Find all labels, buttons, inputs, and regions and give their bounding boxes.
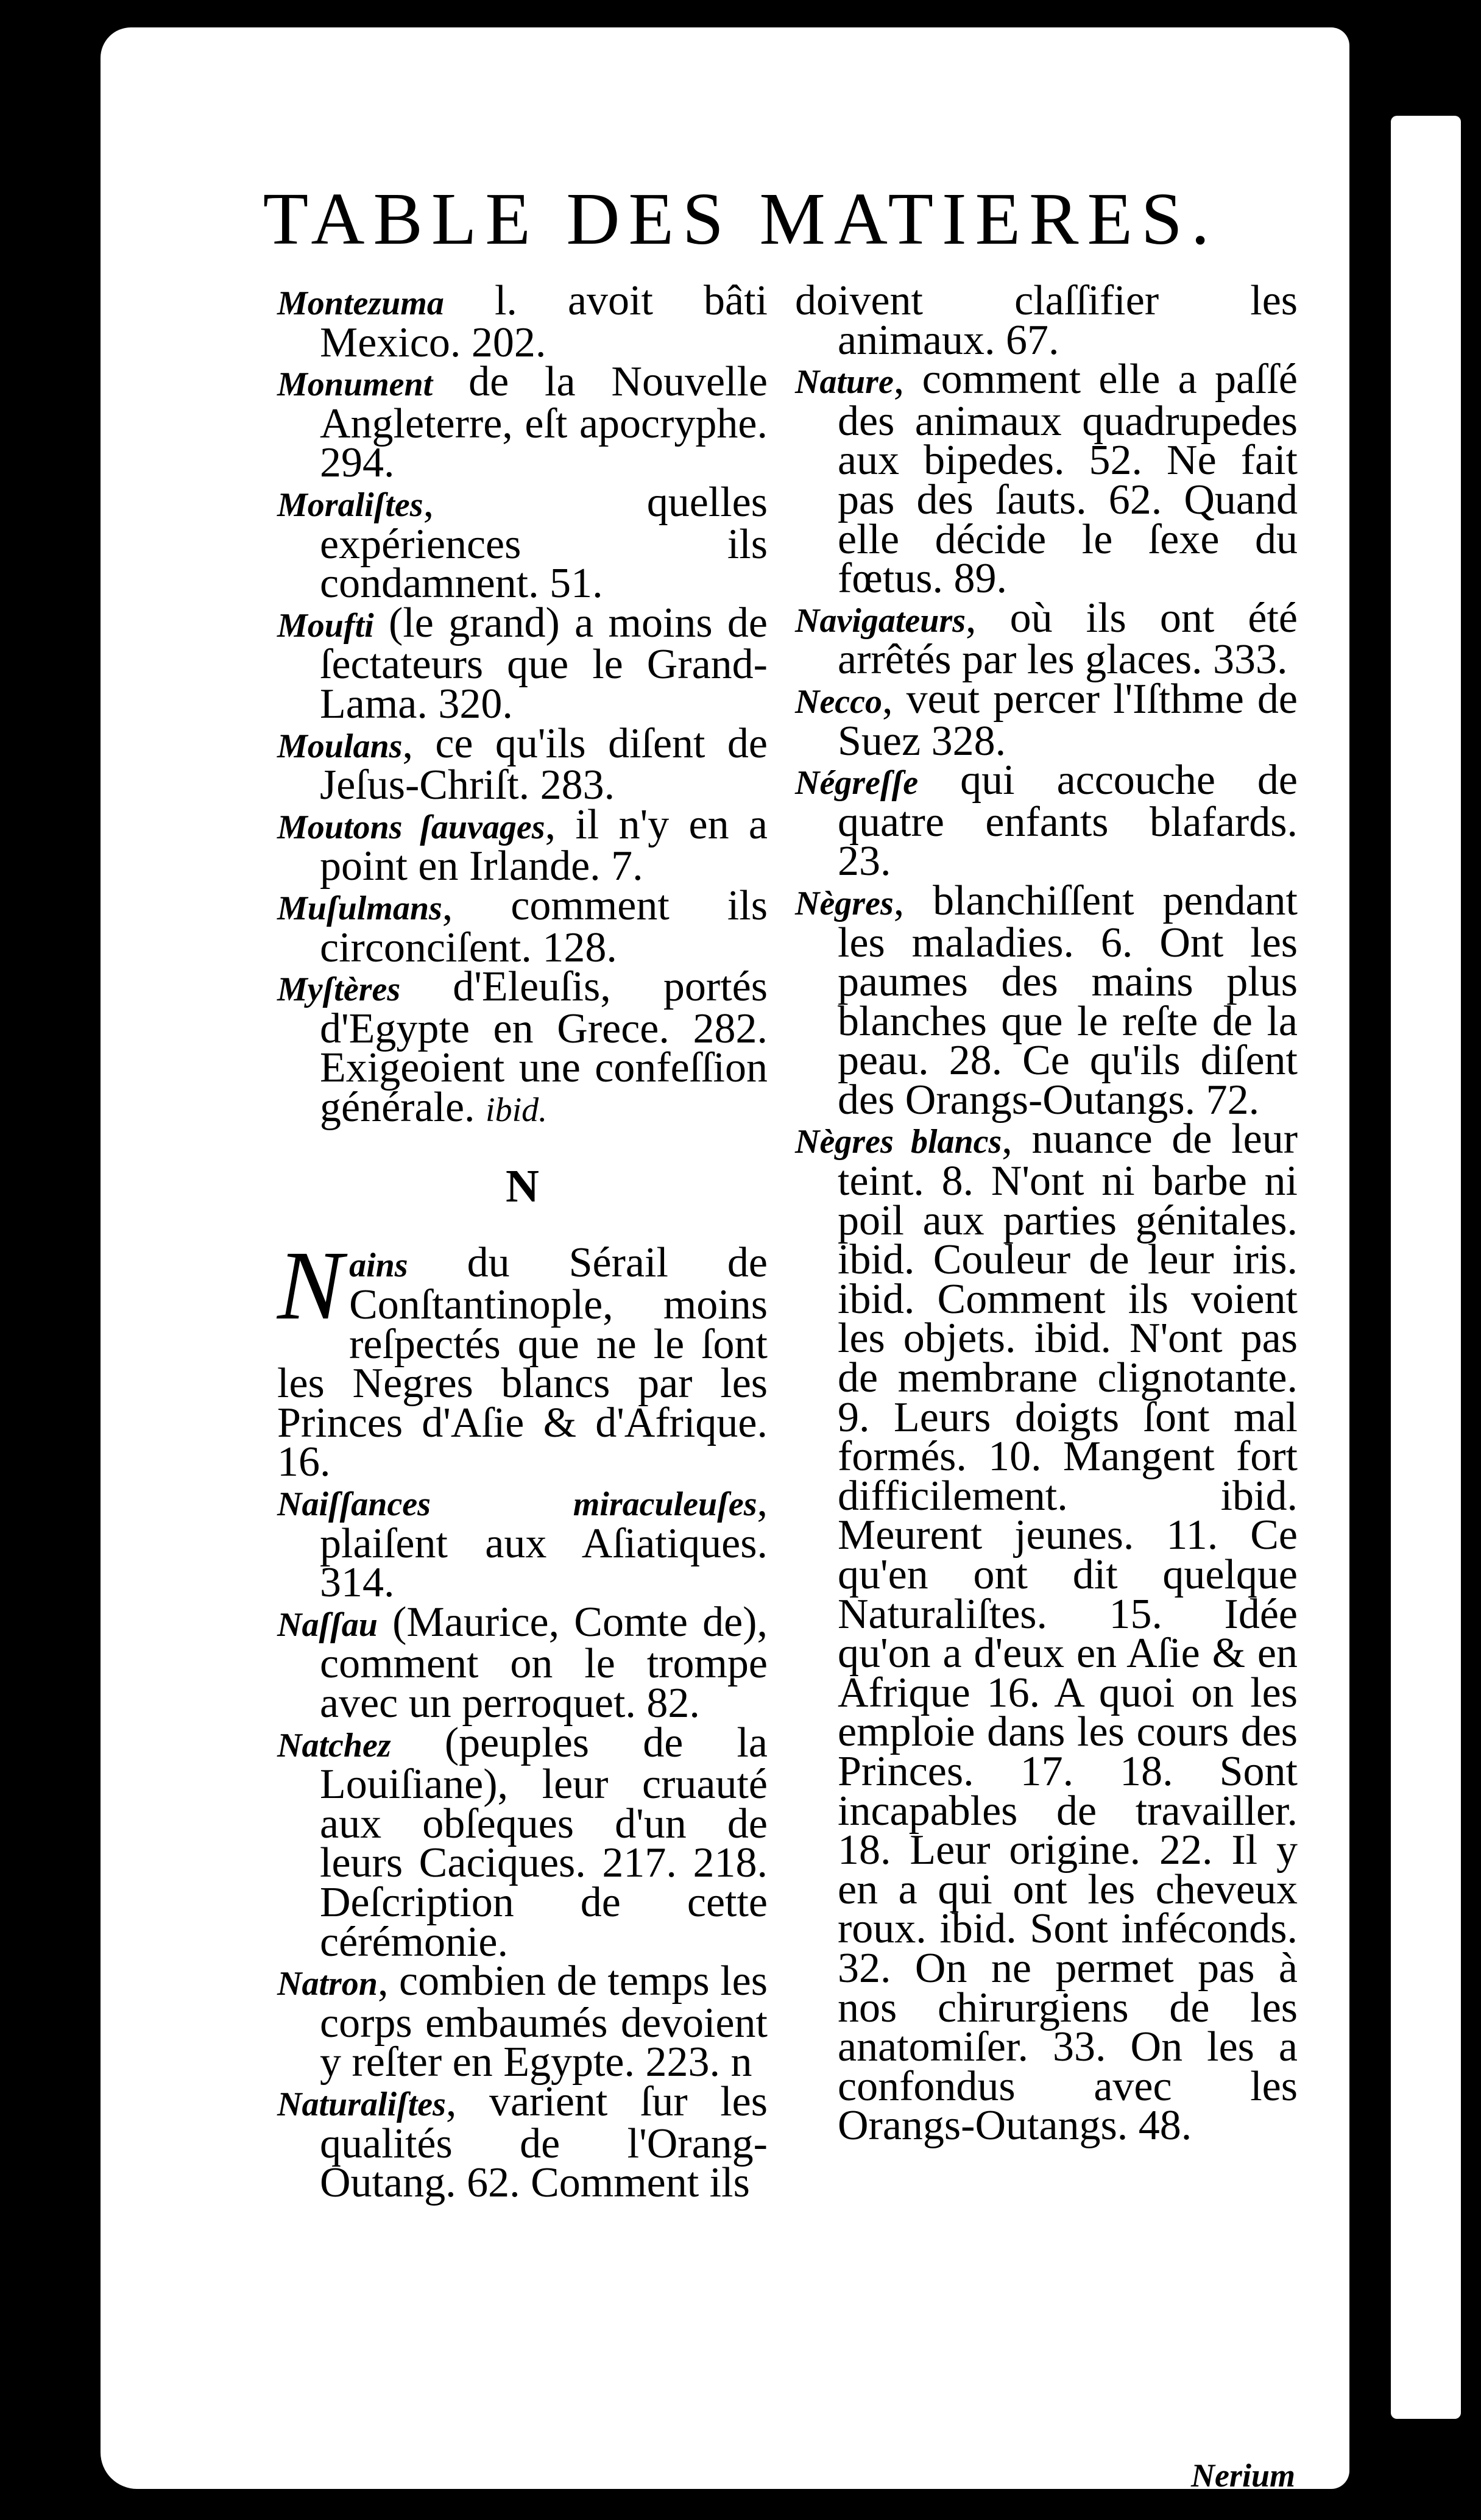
index-column-right (795, 277, 1298, 2150)
entry-text: , ce qu'ils diſent de Jeſus-Chriſt. 283. (320, 720, 768, 809)
entry-text: l. avoit bâti Mexico. 202. (320, 277, 768, 366)
entry-headword: Nature (795, 363, 894, 402)
entry-text: , plaiſent aux Aſiatiques. 314. (320, 1478, 768, 1607)
entry-text: , varient ſur les qualités de l'Orang-Outang. 62. Comment ils (320, 2078, 768, 2207)
entry-text: , il n'y en a point en Irlande. 7. (320, 801, 768, 890)
index-entry (277, 1478, 768, 1607)
entry-list-n (277, 1478, 768, 2207)
entry-headword: Natron (277, 1965, 378, 2003)
entry-headword: Moraliſtes (277, 486, 423, 524)
index-column-left (277, 277, 768, 2207)
entry-headword: Nègres (795, 884, 894, 922)
drop-cap: N (277, 1231, 344, 1341)
index-entry (277, 882, 768, 971)
entry-headword: Moutons ſauvages (277, 808, 545, 846)
entry-text: qui accouche de quatre enfants blafards. 23. (838, 757, 1298, 885)
entry-text: , quelles expériences ils condamnent. 51. (320, 478, 768, 607)
entry-text: , comment elle a paſſé des animaux quadrupedes aux bipedes. 52. Ne fait pas des ſauts. 62. Quand elle décide le ſexe du fœtus. 89. (838, 356, 1298, 603)
page-title: TABLE DES MATIERES. (263, 178, 1218, 260)
entry-headword: Muſulmans (277, 889, 442, 927)
entry-headword: Navigateurs (795, 601, 966, 640)
entry-text: (Maurice, Comte de), comment on le trompe avec un perroquet. 82. (320, 1598, 768, 1727)
index-entry (277, 1958, 768, 2086)
index-entry (277, 1719, 768, 1966)
entry-headword: Natchez (277, 1726, 391, 1764)
index-entry (795, 675, 1298, 765)
index-entry (277, 277, 768, 366)
entry-text: d'Eleuſis, portés d'Egypte en Grece. 282. Exigeoient une confeſſion générale. (320, 963, 768, 1131)
entry-text: doivent claſſifier les animaux. 67. (795, 277, 1298, 364)
index-entry (795, 594, 1298, 684)
entry-headword: Naſſau (277, 1605, 378, 1644)
entry-text: , comment ils circonciſent. 128. (320, 882, 768, 971)
entry-headword: ains (349, 1247, 408, 1285)
adjacent-page-edge (1391, 116, 1461, 2419)
index-entry (277, 963, 768, 1131)
entry-text: , nuance de leur teint. 8. N'ont ni barbe ni poil aux parties génitales. ibid. Couleur de leur iris. ibid. Comment ils voient les objets. ibid. N'ont pas de membrane clignotante. 9. Leurs doigts ſont mal formés. 10. Mangent fort difficilement. ibid. Meurent jeunes. 11. Ce qu'en ont dit quelque Naturaliſtes. 15. Idée qu'on a d'eux en Aſie & en Afrique 16. A quoi on les emploie dans les cours des Princes. 17. 18. Sont incapables de travailler. 18. Leur origine. 22. Il y en a qui ont les cheveux roux. ibid. Sont inféconds. 32. On ne permet pas à nos chirurgiens de les anatomiſer. 33. On les a confondus avec les Orangs-Outangs. 48. (838, 1116, 1298, 2150)
entry-headword: Necco (795, 682, 883, 721)
index-entry (795, 877, 1298, 1124)
entry-headword: Nègres blancs (795, 1123, 1002, 1161)
index-entry (795, 757, 1298, 885)
entry-text: du Sérail de Conſtantinople, moins reſpectés que ne le ſont les Negres blancs par les Princes d'Aſie & d'Afrique. 16. (277, 1239, 768, 1486)
entry-text: (peuples de la Louiſiane), leur cruauté aux obſeques d'un de leurs Caciques. 217. 218. Deſcription de cette cérémonie. (320, 1719, 768, 1966)
entry-headword: Moufti (277, 606, 374, 645)
catchword: Nerium (1190, 2457, 1295, 2494)
index-entry (795, 277, 1298, 364)
section-letter: N (506, 1161, 539, 1212)
entry-headword: Moulans (277, 727, 403, 765)
entry-headword: Négreſſe (795, 764, 919, 802)
index-entry (277, 478, 768, 607)
index-entry (277, 1598, 768, 1727)
entry-text: , combien de temps les corps embaumés devoient y reſter en Egypte. 223. n (320, 1958, 768, 2086)
entry-headword: Monument (277, 366, 433, 404)
entry-text: , blanchiſſent pendant les maladies. 6. Ont les paumes des mains plus blanches que le reſte de la peau. 28. Ce qu'ils diſent des Orangs-Outangs. 72. (838, 877, 1298, 1124)
entry-headword: Myſtères (277, 971, 401, 1009)
index-entry (277, 801, 768, 890)
index-entry (277, 2078, 768, 2207)
index-entry (795, 1116, 1298, 2150)
index-entry (795, 356, 1298, 603)
index-entry (277, 599, 768, 727)
entry-headword: Montezuma (277, 285, 444, 322)
entry-reference: ibid. (486, 1091, 548, 1129)
entry-text: , veut percer l'Iſthme de Suez 328. (838, 675, 1298, 765)
entry-text: (le grand) a moins de ſectateurs que le Grand-Lama. 320. (320, 599, 768, 727)
entry-headword: Naturaliſtes (277, 2085, 446, 2123)
entry-text: de la Nouvelle Angleterre, eſt apocryphe. 294. (320, 358, 768, 487)
index-entry (277, 720, 768, 809)
index-entry (277, 358, 768, 487)
entry-list-n-continued (795, 277, 1298, 2150)
dropcap-entry (277, 1231, 768, 1486)
entry-text: , où ils ont été arrêtés par les glaces. 333. (838, 594, 1298, 684)
entry-list-m (277, 277, 768, 1131)
entry-headword: Naiſſances miraculeuſes (277, 1485, 757, 1524)
